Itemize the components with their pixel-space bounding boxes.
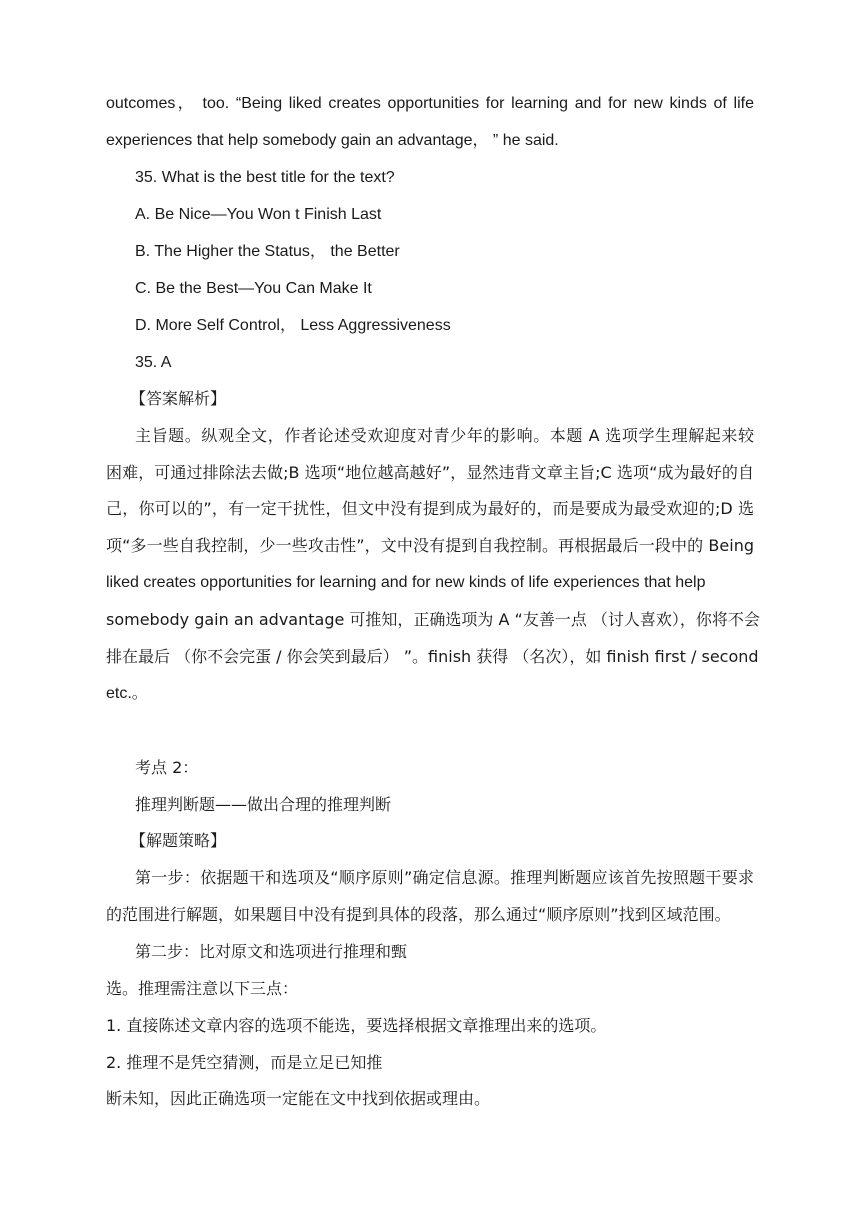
exam-point-heading: 考点 2：: [135, 758, 199, 777]
analysis-line-1: 主旨题。纵观全文，作者论述受欢迎度对青少年的影响。本题 A 选项学生理解起来较: [135, 426, 754, 445]
option-d: D. More Self Control， Less Aggressiveness: [135, 317, 451, 334]
strategy-point-1: 1. 直接陈述文章内容的选项不能选，要选择根据文章推理出来的选项。: [106, 1016, 607, 1035]
strategy-step2-line-2: 选。推理需注意以下三点：: [106, 979, 299, 998]
analysis-line-5: liked creates opportunities for learning and for new kinds of life experiences that help: [106, 574, 706, 591]
analysis-line-2: 困难，可通过排除法去做;B 选项“地位越高越好”，显然违背文章主旨;C 选项“成为最好的自: [106, 463, 754, 482]
strategy-point-2-line-1: 2. 推理不是凭空猜测，而是立足已知推: [106, 1053, 383, 1072]
strategy-step1-line-2: 的范围进行解题，如果题目中没有提到具体的段落，那么通过“顺序原则”找到区域范围。: [106, 905, 731, 924]
answer-key: 35. A: [135, 354, 172, 371]
analysis-line-3: 己，你可以的”，有一定干扰性，但文中没有提到成为最好的，而是要成为最受欢迎的;D 选: [106, 499, 754, 518]
option-c: C. Be the Best—You Can Make It: [135, 280, 372, 297]
option-a: A. Be Nice—You Won t Finish Last: [135, 206, 382, 223]
answer-analysis-heading: 【答案解析】: [130, 389, 227, 408]
paragraph-line-1: outcomes， too. “Being liked creates opportunities for learning and for new kinds of life: [106, 95, 754, 112]
strategy-step1-line-1: 第一步：依据题干和选项及“顺序原则”确定信息源。推理判断题应该首先按照题干要求: [135, 868, 754, 887]
exam-point-title: 推理判断题——做出合理的推理判断: [135, 795, 392, 814]
question-stem: 35. What is the best title for the text?: [135, 169, 395, 186]
analysis-line-6: somebody gain an advantage 可推知，正确选项为 A “友善一点 （讨人喜欢），你将不会: [106, 610, 760, 629]
strategy-point-2-line-2: 断未知，因此正确选项一定能在文中找到依据或理由。: [106, 1089, 491, 1108]
option-b: B. The Higher the Status， the Better: [135, 243, 400, 260]
strategy-step2-line-1: 第二步：比对原文和选项进行推理和甄: [135, 942, 408, 961]
analysis-line-8: etc.。: [106, 685, 148, 702]
paragraph-line-2: experiences that help somebody gain an advantage， ” he said.: [106, 132, 559, 149]
analysis-line-4: 项“多一些自我控制，少一些攻击性”，文中没有提到自我控制。再根据最后一段中的 Being: [106, 536, 754, 555]
strategy-heading: 【解题策略】: [130, 831, 227, 850]
analysis-line-7: 排在最后 （你不会完蛋 / 你会笑到最后） ”。finish 获得 （名次），如 finish first / second: [106, 647, 759, 666]
